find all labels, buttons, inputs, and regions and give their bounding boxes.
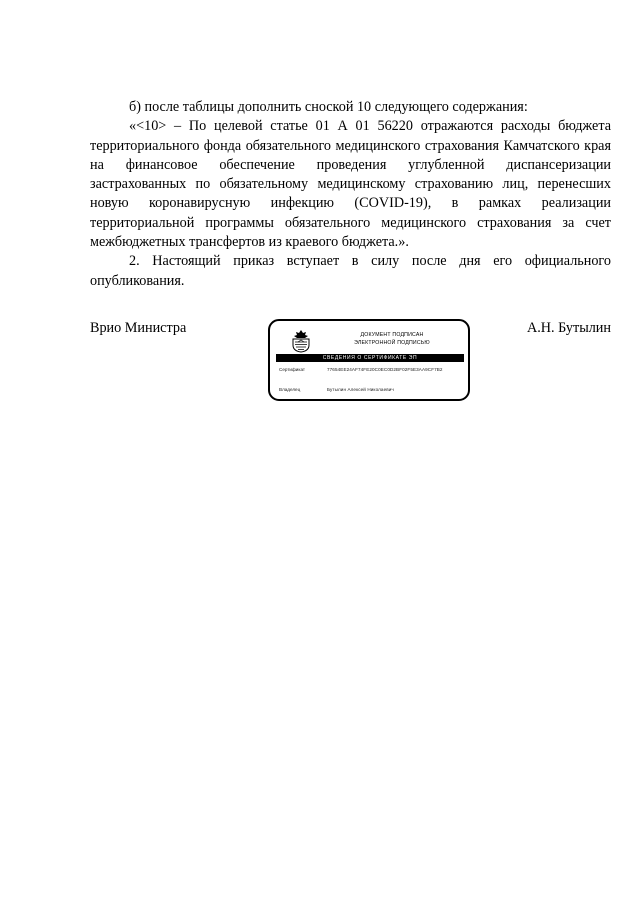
certificate-label: Сертификат [279,367,306,372]
certificate-value: 77654EE24AF74FE20C0EC0D2BF02F5E3AA9CF7B2 [327,367,443,372]
stamp-certificate-header: СВЕДЕНИЯ О СЕРТИФИКАТЕ ЭП [276,354,464,362]
stamp-title [318,331,466,347]
paragraph-footnote-text: «<10> – По целевой статье 01 А 01 56220 отражаются расходы бюджета территориального фонда обязательного медицинского страхования Камчатского края на финансовое обеспечение проведения углубленной диспансеризации застрахованных по обязательному медицинскому страхованию лиц, перенесших новую коронавирусную инфекцию (COVID-19), в рамках реализации территориальной программы обязательного медицинского страхования за счет межбюджетных трансфертов из краевого бюджета.». [90,118,611,251]
paragraph-entry-into-force: 2. Настоящий приказ вступает в силу после дня его официального опубликования. [90,253,611,289]
coat-of-arms-icon [290,329,312,353]
signatory-position: Врио Министра [90,320,187,336]
stamp-title-line2: ЭЛЕКТРОННОЙ ПОДПИСЬЮ [354,340,430,346]
stamp-title-line1: ДОКУМЕНТ ПОДПИСАН [360,332,424,338]
owner-label: Владелец [279,387,301,392]
owner-value: Бутылин Алексей Николаевич [327,387,394,392]
signatory-name: А.Н. Бутылин [526,320,611,336]
document-body [90,98,611,291]
electronic-signature-stamp [268,319,470,401]
paragraph-footnote-intro: б) после таблицы дополнить сноской 10 следующего содержания: [129,99,528,115]
